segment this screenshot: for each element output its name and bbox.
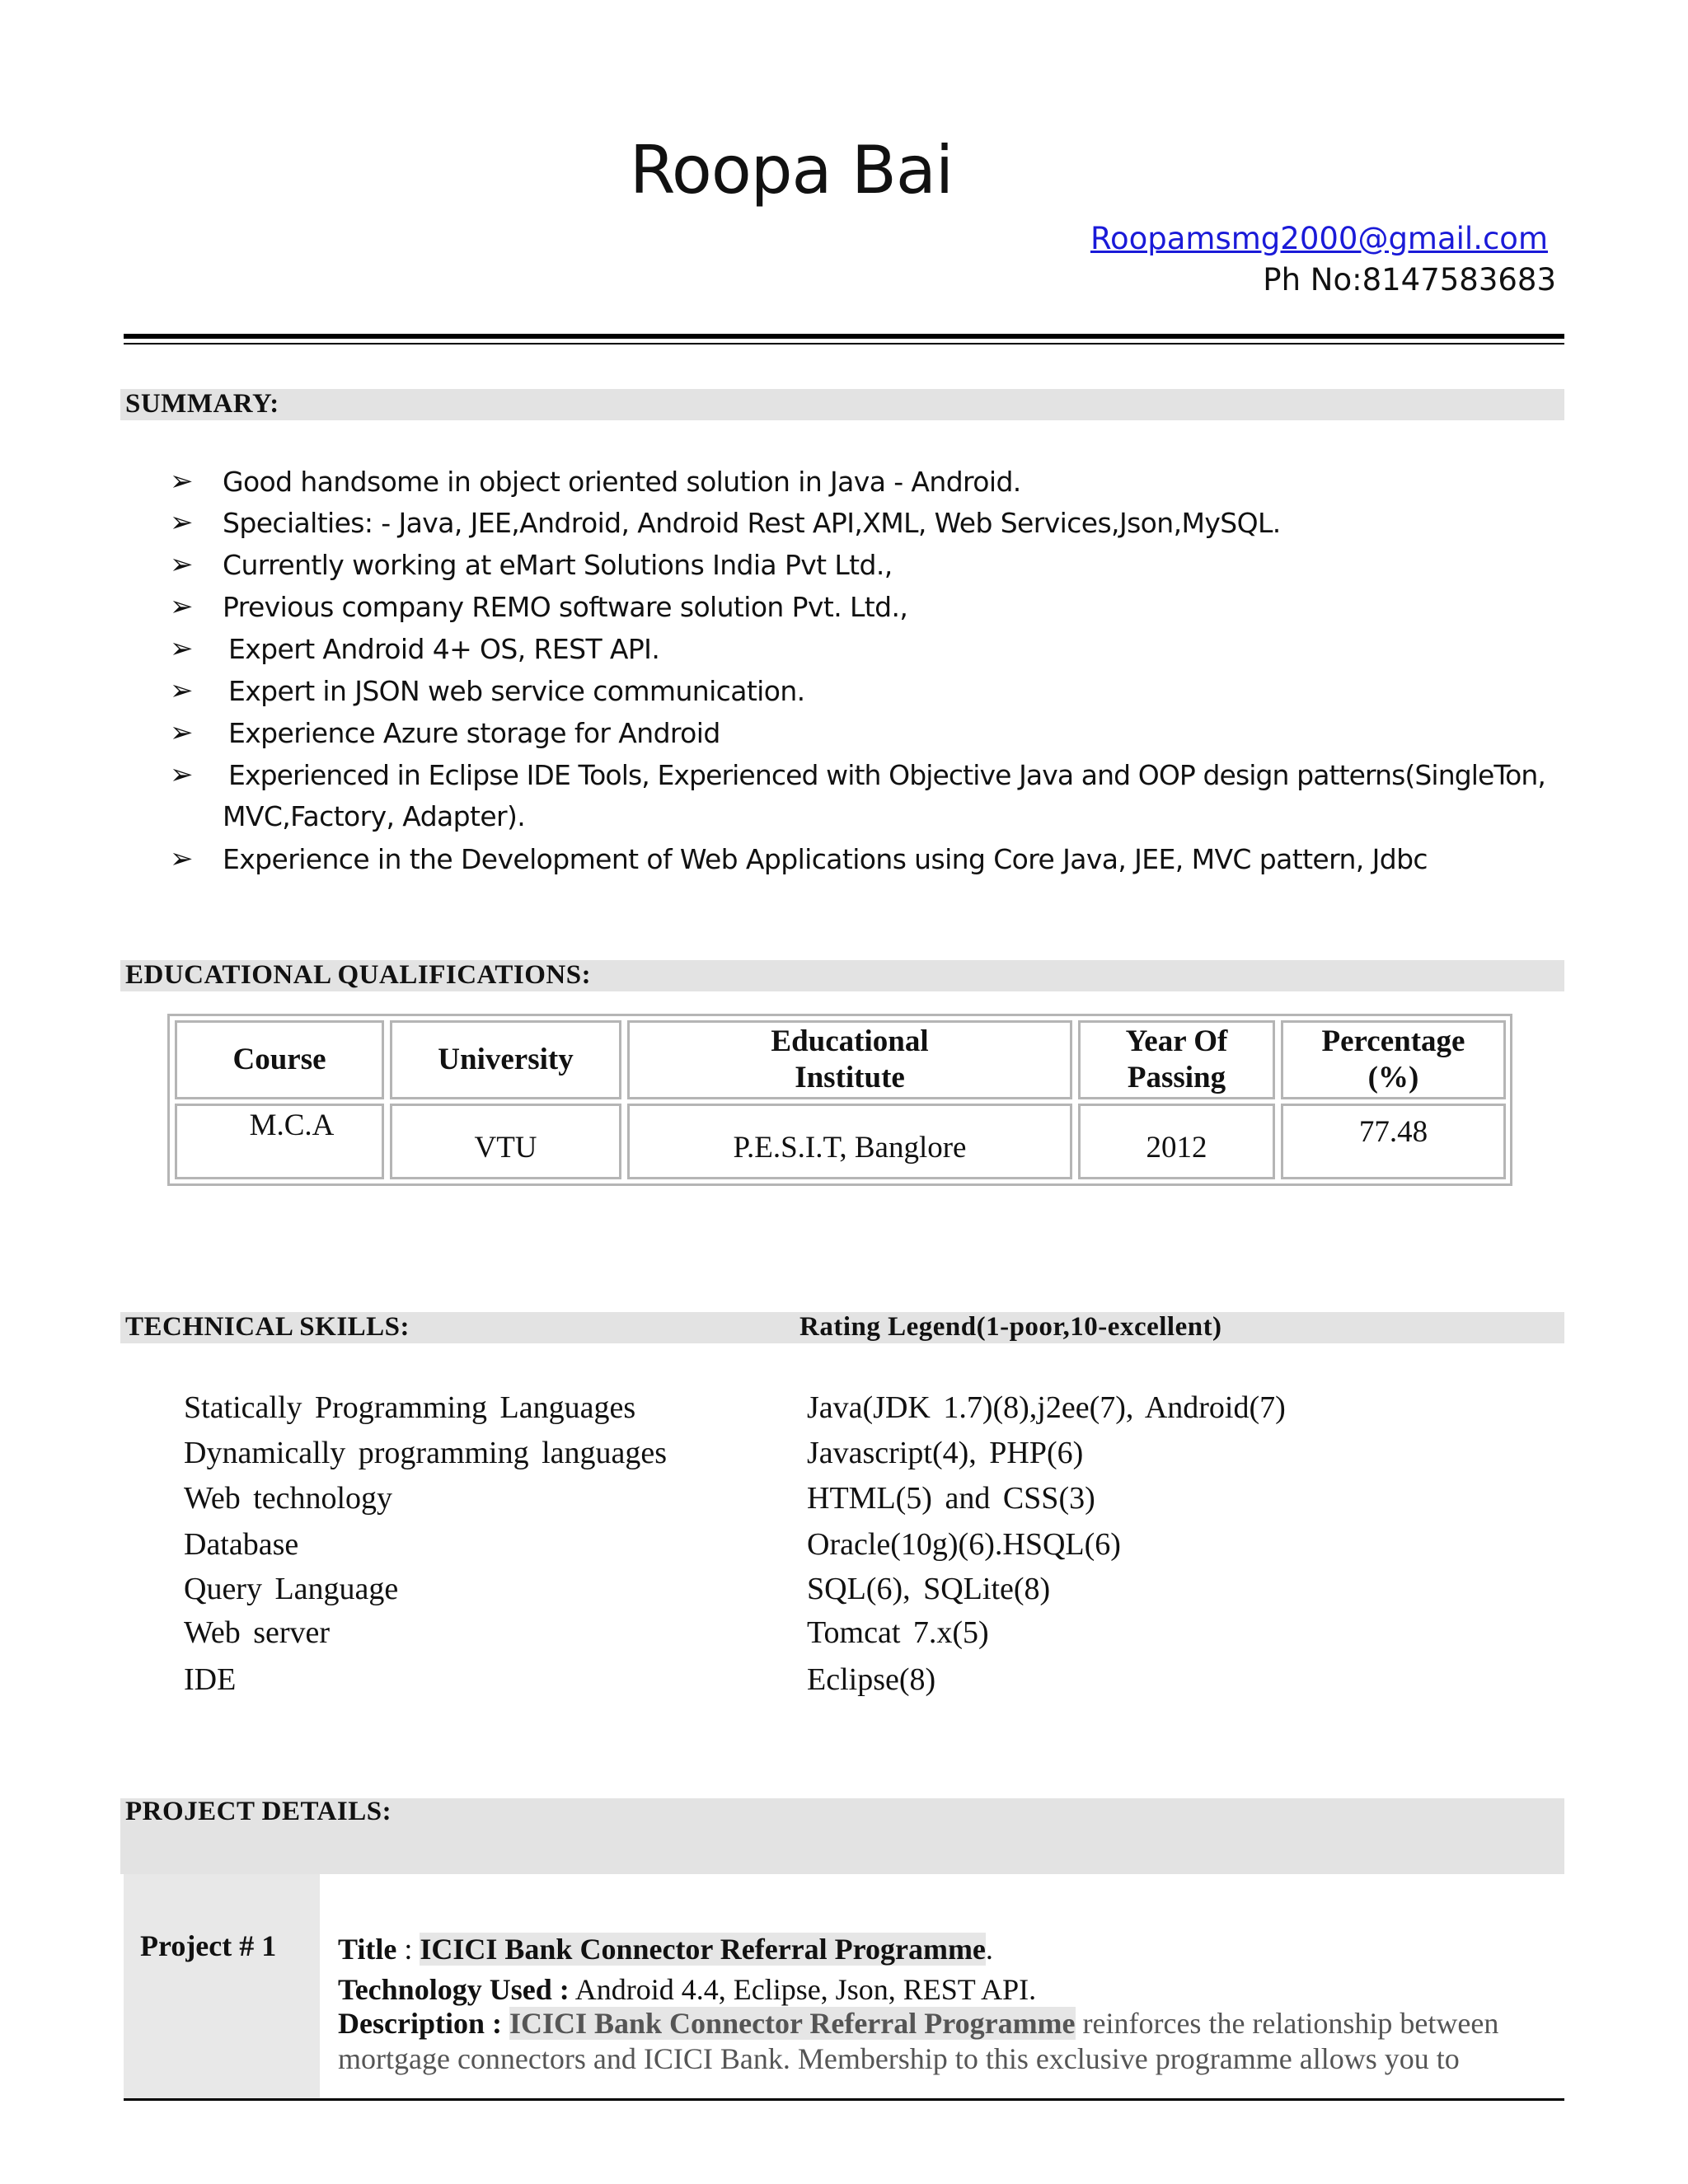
- table-header-course: Course: [175, 1020, 384, 1099]
- project-title-separator: :: [396, 1933, 420, 1966]
- summary-item-continuation: MVC,Factory, Adapter).: [223, 800, 526, 832]
- skill-rating: SQL(6), SQLite(8): [807, 1572, 1051, 1606]
- header-divider-thin: [124, 343, 1564, 344]
- summary-item: Specialties: - Java, JEE,Android, Android Rest API,XML, Web Services,Json,MySQL.: [223, 507, 1281, 539]
- summary-section-bar: [120, 389, 1564, 420]
- summary-item: Expert Android 4+ OS, REST API.: [228, 633, 660, 665]
- email-link[interactable]: Roopamsmg2000@gmail.com: [1090, 221, 1548, 256]
- project-title-label: Title: [338, 1933, 397, 1966]
- summary-item: Currently working at eMart Solutions India Pvt Ltd.,: [223, 549, 893, 581]
- bullet-arrow-icon: ➢: [170, 674, 194, 707]
- summary-title: SUMMARY:: [125, 389, 279, 419]
- education-title: EDUCATIONAL QUALIFICATIONS:: [125, 960, 592, 990]
- bullet-arrow-icon: ➢: [170, 590, 194, 623]
- project-title-value: ICICI Bank Connector Referral Programme: [420, 1933, 986, 1966]
- phone-number: Ph No:8147583683: [1263, 262, 1556, 298]
- skill-category: Web server: [184, 1615, 331, 1650]
- skill-category: Web technology: [184, 1481, 393, 1516]
- skills-title: TECHNICAL SKILLS:: [125, 1312, 410, 1342]
- bullet-arrow-icon: ➢: [170, 716, 194, 749]
- summary-item: Good handsome in object oriented solution in Java - Android.: [223, 466, 1021, 498]
- skill-category: Dynamically programming languages: [184, 1436, 668, 1470]
- bullet-arrow-icon: ➢: [170, 632, 194, 665]
- projects-title: PROJECT DETAILS:: [125, 1797, 392, 1826]
- project-title-end: .: [985, 1933, 993, 1966]
- skill-rating: Javascript(4), PHP(6): [807, 1436, 1084, 1470]
- bullet-arrow-icon: ➢: [170, 758, 194, 791]
- technology-value: Android 4.4, Eclipse, Json, REST API.: [569, 1973, 1037, 2006]
- summary-item: Expert in JSON web service communication.: [228, 675, 805, 707]
- summary-item: Experience Azure storage for Android: [228, 717, 720, 749]
- bullet-arrow-icon: ➢: [170, 506, 194, 539]
- summary-item: Experienced in Eclipse IDE Tools, Experienced with Objective Java and OOP design patterns(SingleTon,: [228, 759, 1545, 791]
- skill-category: Query Language: [184, 1572, 399, 1606]
- table-cell-course: M.C.A: [175, 1104, 384, 1179]
- summary-item: Previous company REMO software solution Pvt. Ltd.,: [223, 591, 908, 623]
- table-header-university: University: [390, 1020, 621, 1099]
- header-divider-thick: [124, 334, 1564, 339]
- project-number: [140, 1929, 276, 1963]
- table-cell-percentage: 77.48: [1281, 1104, 1506, 1179]
- project-label: Project # 1: [140, 1929, 277, 1962]
- table-header-percentage: Percentage (%): [1281, 1020, 1506, 1099]
- table-header-year: Year Of Passing: [1078, 1020, 1275, 1099]
- table-cell-institute: P.E.S.I.T, Banglore: [627, 1104, 1072, 1179]
- skill-rating: Oracle(10g)(6).HSQL(6): [807, 1527, 1121, 1562]
- skill-rating: Eclipse(8): [807, 1662, 936, 1697]
- description-text: reinforces the relationship between: [1075, 2007, 1499, 2040]
- table-cell-year: 2012: [1078, 1104, 1275, 1179]
- skill-category: Statically Programming Languages: [184, 1390, 636, 1425]
- bullet-arrow-icon: ➢: [170, 842, 194, 875]
- description-project-name: ICICI Bank Connector Referral Programme: [509, 2007, 1076, 2040]
- skill-rating: Tomcat 7.x(5): [807, 1615, 989, 1650]
- candidate-name: Roopa Bai: [629, 132, 954, 209]
- bullet-arrow-icon: ➢: [170, 465, 194, 498]
- summary-item: Experience in the Development of Web Applications using Core Java, JEE, MVC pattern, Jdbc: [223, 843, 1428, 875]
- page-bottom-rule: [124, 2098, 1564, 2101]
- project-title-line: [338, 1932, 993, 1966]
- project-description-continuation: mortgage connectors and ICICI Bank. Membership to this exclusive programme allows you to: [338, 2042, 1460, 2075]
- project-description-line: [338, 2006, 1498, 2041]
- skill-rating: Java(JDK 1.7)(8),j2ee(7), Android(7): [807, 1390, 1286, 1425]
- bullet-arrow-icon: ➢: [170, 548, 194, 581]
- project-technology-line: [338, 1972, 1036, 2007]
- project-label-column: [124, 1874, 320, 2098]
- table-header-institute: Educational Institute: [627, 1020, 1072, 1099]
- skill-category: IDE: [184, 1662, 237, 1697]
- rating-legend: Rating Legend(1-poor,10-excellent): [799, 1312, 1222, 1342]
- skill-category: Database: [184, 1527, 299, 1562]
- description-label: Description :: [338, 2007, 502, 2040]
- table-cell-university: VTU: [390, 1104, 621, 1179]
- technology-label: Technology Used :: [338, 1973, 570, 2006]
- skill-rating: HTML(5) and CSS(3): [807, 1481, 1095, 1516]
